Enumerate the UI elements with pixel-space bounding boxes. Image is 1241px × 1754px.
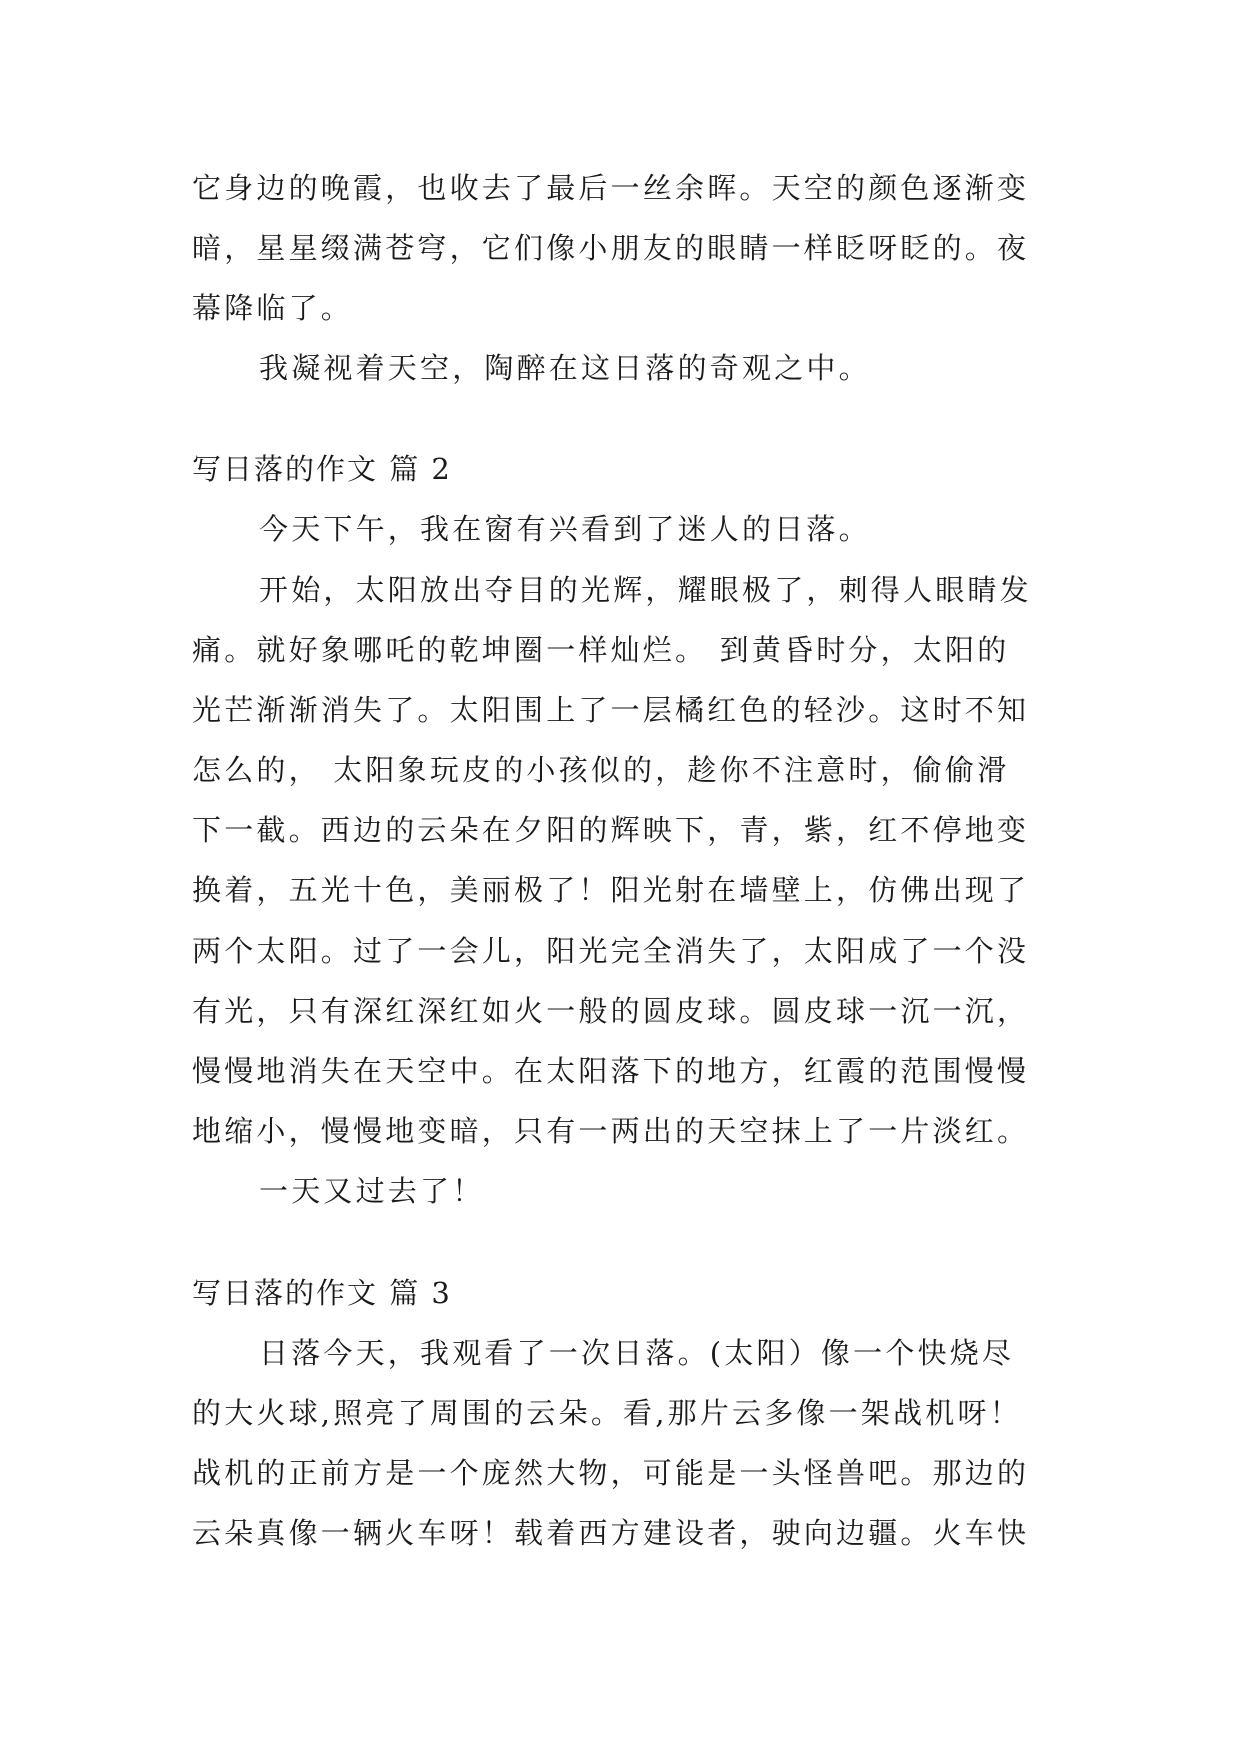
paragraph-line: 痛。就好象哪吒的乾坤圈一样灿烂。 到黄昏时分，太阳的 — [192, 633, 1010, 667]
paragraph-line: 地缩小，慢慢地变暗，只有一两出的天空抹上了一片淡红。 — [192, 1114, 1030, 1148]
paragraph-line: 的大火球,照亮了周围的云朵。看,那片云多像一架战机呀！ — [192, 1396, 1022, 1430]
paragraph-line: 一天又过去了！ — [259, 1174, 485, 1208]
section-title: 写日落的作文 篇 3 — [192, 1276, 452, 1310]
paragraph-line: 日落今天，我观看了一次日落。(太阳）像一个快烧尽 — [259, 1336, 1015, 1370]
paragraph-line: 战机的正前方是一个庞然大物，可能是一头怪兽吧。那边的 — [192, 1456, 1030, 1490]
paragraph-line: 光芒渐渐消失了。太阳围上了一层橘红色的轻沙。这时不知 — [192, 693, 1030, 727]
paragraph-line: 幕降临了。 — [192, 291, 354, 325]
paragraph-line: 下一截。西边的云朵在夕阳的辉映下，青，紫，红不停地变 — [192, 813, 1030, 847]
paragraph-line: 我凝视着天空，陶醉在这日落的奇观之中。 — [259, 351, 871, 385]
paragraph-line: 换着，五光十色，美丽极了！阳光射在墙壁上，仿佛出现了 — [192, 873, 1030, 907]
paragraph-line: 今天下午，我在窗有兴看到了迷人的日落。 — [259, 512, 871, 546]
section-title: 写日落的作文 篇 2 — [192, 452, 452, 486]
paragraph-line: 云朵真像一辆火车呀！载着西方建设者，驶向边疆。火车快 — [192, 1516, 1030, 1550]
paragraph-line: 两个太阳。过了一会儿，阳光完全消失了，太阳成了一个没 — [192, 934, 1030, 968]
paragraph-line: 有光，只有深红深红如火一般的圆皮球。圆皮球一沉一沉， — [192, 994, 1030, 1028]
paragraph-line: 慢慢地消失在天空中。在太阳落下的地方，红霞的范围慢慢 — [192, 1054, 1030, 1088]
paragraph-line: 开始，太阳放出夺目的光辉，耀眼极了，刺得人眼睛发 — [259, 573, 1032, 607]
paragraph-line: 暗，星星缀满苍穹，它们像小朋友的眼睛一样眨呀眨的。夜 — [192, 231, 1030, 265]
paragraph-line: 它身边的晚霞，也收去了最后一丝余晖。天空的颜色逐渐变 — [192, 171, 1030, 205]
paragraph-line: 怎么的， 太阳象玩皮的小孩似的，趁你不注意时，偷偷滑 — [192, 753, 1010, 787]
